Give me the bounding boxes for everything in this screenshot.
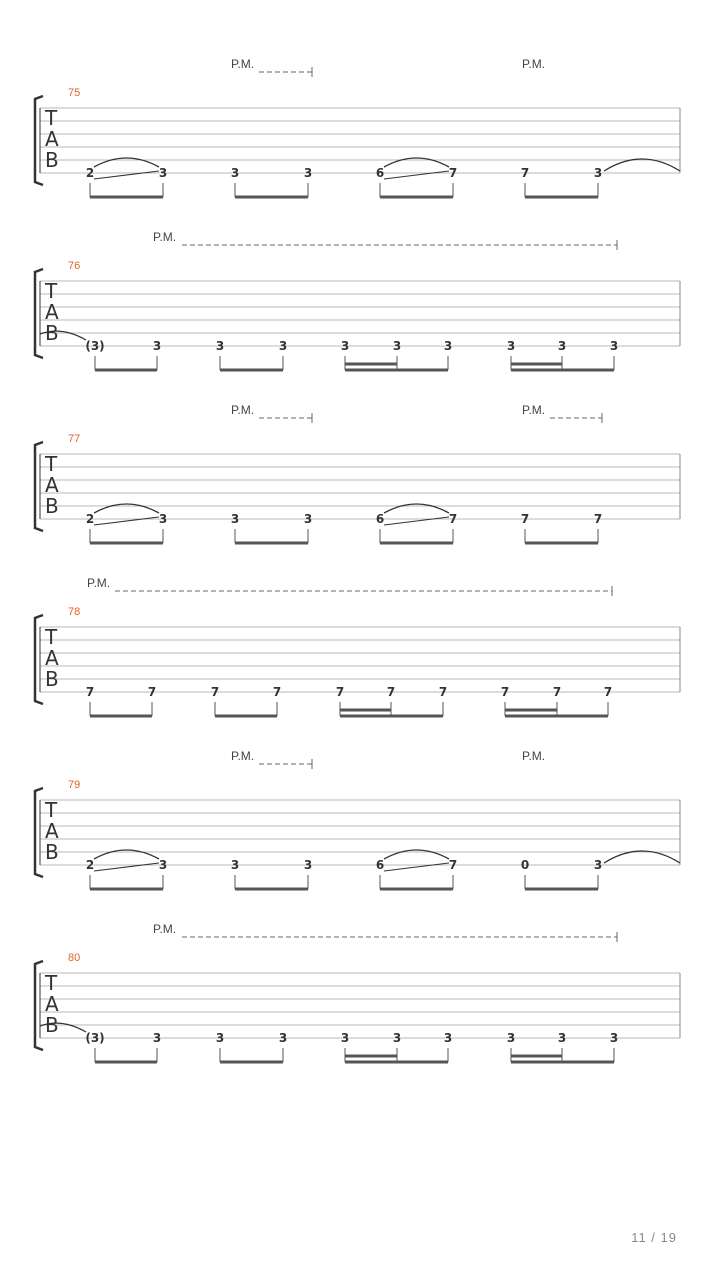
fret-number: 0 [520, 858, 530, 872]
beam [90, 715, 152, 718]
beam [525, 196, 598, 199]
beam [505, 709, 557, 712]
slide-arc [94, 158, 159, 167]
slide-line [94, 171, 159, 179]
system-bracket [35, 96, 43, 185]
tab-clef-letter: B [45, 840, 59, 864]
fret-number: 7 [147, 685, 157, 699]
fret-number: 6 [375, 512, 385, 526]
beam [235, 196, 308, 199]
beam [380, 196, 453, 199]
fret-number: 7 [448, 858, 458, 872]
palm-mute-label: P.M. [231, 57, 255, 71]
tab-clef-letter: A [45, 646, 59, 670]
palm-mute-label: P.M. [153, 230, 177, 244]
bar-number: 78 [68, 606, 81, 618]
palm-mute-label: P.M. [153, 922, 177, 936]
system-bracket [35, 269, 43, 358]
fret-number: 3 [593, 166, 603, 180]
slide-arc [94, 850, 159, 859]
fret-number: 7 [335, 685, 345, 699]
bar-number: 76 [68, 260, 81, 272]
fret-number: 3 [340, 339, 350, 353]
tab-clef-letter: T [45, 279, 58, 303]
slide-arc [384, 158, 449, 167]
beam [235, 542, 308, 545]
fret-number: 3 [303, 512, 313, 526]
fret-number: 6 [375, 166, 385, 180]
slide-arc [384, 850, 449, 859]
beam [380, 888, 453, 891]
fret-number: 3 [392, 1031, 402, 1045]
fret-number: 2 [85, 512, 95, 526]
beam [90, 542, 163, 545]
fret-number: 7 [210, 685, 220, 699]
beam [220, 1061, 283, 1064]
palm-mute-label: P.M. [231, 403, 255, 417]
beam [95, 369, 157, 372]
fret-number: 7 [272, 685, 282, 699]
fret-number: 6 [375, 858, 385, 872]
fret-number: 3 [506, 1031, 516, 1045]
palm-mute-label: P.M. [87, 576, 111, 590]
beam [511, 1055, 562, 1058]
beam [90, 196, 163, 199]
fret-number: 7 [593, 512, 603, 526]
bar-number: 75 [68, 87, 81, 99]
fret-number: 3 [158, 512, 168, 526]
fret-number: 3 [230, 166, 240, 180]
beam [525, 888, 598, 891]
fret-number: 3 [557, 339, 567, 353]
system-bracket [35, 961, 43, 1050]
bar-number: 80 [68, 952, 81, 964]
fret-number: 3 [303, 858, 313, 872]
fret-number: 3 [609, 1031, 619, 1045]
beam [511, 363, 562, 366]
fret-number: (3) [85, 339, 105, 353]
fret-number: 3 [278, 339, 288, 353]
fret-number: 7 [520, 166, 530, 180]
slide-line [94, 863, 159, 871]
fret-number: 3 [230, 512, 240, 526]
fret-number: 3 [303, 166, 313, 180]
beam [345, 363, 397, 366]
tab-clef-letter: A [45, 473, 59, 497]
beam [345, 1055, 397, 1058]
palm-mute-label: P.M. [522, 403, 546, 417]
fret-number: 2 [85, 166, 95, 180]
beam [340, 715, 443, 718]
tie-out-arc [604, 159, 680, 171]
tab-clef-letter: A [45, 127, 59, 151]
slide-line [384, 517, 449, 525]
fret-number: (3) [85, 1031, 105, 1045]
beam [235, 888, 308, 891]
fret-number: 3 [152, 339, 162, 353]
tab-clef-letter: T [45, 798, 58, 822]
palm-mute-label: P.M. [231, 749, 255, 763]
tie-out-arc [604, 851, 680, 863]
system-bracket [35, 788, 43, 877]
tab-clef-letter: B [45, 1013, 59, 1037]
page-number: 11 / 19 [631, 1230, 677, 1245]
slide-line [384, 171, 449, 179]
fret-number: 3 [158, 858, 168, 872]
beam [95, 1061, 157, 1064]
fret-number: 3 [230, 858, 240, 872]
beam [505, 715, 608, 718]
tab-system [35, 576, 680, 718]
fret-number: 3 [392, 339, 402, 353]
tab-system [35, 403, 680, 545]
palm-mute-label: P.M. [522, 749, 546, 763]
slide-arc [384, 504, 449, 513]
tab-clef-letter: A [45, 819, 59, 843]
fret-number: 7 [552, 685, 562, 699]
beam [380, 542, 453, 545]
beam [220, 369, 283, 372]
fret-number: 3 [215, 1031, 225, 1045]
tab-clef-letter: T [45, 625, 58, 649]
fret-number: 7 [520, 512, 530, 526]
fret-number: 7 [448, 166, 458, 180]
tab-system [35, 57, 680, 199]
fret-number: 3 [609, 339, 619, 353]
beam [345, 1061, 448, 1064]
fret-number: 3 [158, 166, 168, 180]
tab-clef-letter: A [45, 992, 59, 1016]
fret-number: 7 [386, 685, 396, 699]
tab-clef-letter: T [45, 452, 58, 476]
tab-clef-letter: T [45, 106, 58, 130]
palm-mute-label: P.M. [522, 57, 546, 71]
fret-number: 3 [340, 1031, 350, 1045]
tab-system [35, 749, 680, 891]
system-bracket [35, 442, 43, 531]
tab-clef-letter: B [45, 667, 59, 691]
tab-system [35, 230, 680, 372]
fret-number: 7 [438, 685, 448, 699]
slide-line [384, 863, 449, 871]
fret-number: 3 [443, 339, 453, 353]
fret-number: 7 [500, 685, 510, 699]
beam [340, 709, 391, 712]
bar-number: 77 [68, 433, 81, 445]
beam [511, 369, 614, 372]
fret-number: 7 [603, 685, 613, 699]
fret-number: 2 [85, 858, 95, 872]
fret-number: 3 [215, 339, 225, 353]
fret-number: 7 [85, 685, 95, 699]
fret-number: 3 [152, 1031, 162, 1045]
slide-line [94, 517, 159, 525]
fret-number: 3 [278, 1031, 288, 1045]
slide-arc [94, 504, 159, 513]
fret-number: 3 [506, 339, 516, 353]
fret-number: 3 [593, 858, 603, 872]
fret-number: 7 [448, 512, 458, 526]
tab-clef-letter: B [45, 148, 59, 172]
fret-number: 3 [557, 1031, 567, 1045]
tab-clef-letter: B [45, 321, 59, 345]
system-bracket [35, 615, 43, 704]
fret-number: 3 [443, 1031, 453, 1045]
tab-system [35, 922, 680, 1064]
beam [90, 888, 163, 891]
tab-clef-letter: A [45, 300, 59, 324]
tab-clef-letter: T [45, 971, 58, 995]
beam [345, 369, 448, 372]
tab-clef-letter: B [45, 494, 59, 518]
bar-number: 79 [68, 779, 81, 791]
beam [215, 715, 277, 718]
beam [511, 1061, 614, 1064]
beam [525, 542, 598, 545]
